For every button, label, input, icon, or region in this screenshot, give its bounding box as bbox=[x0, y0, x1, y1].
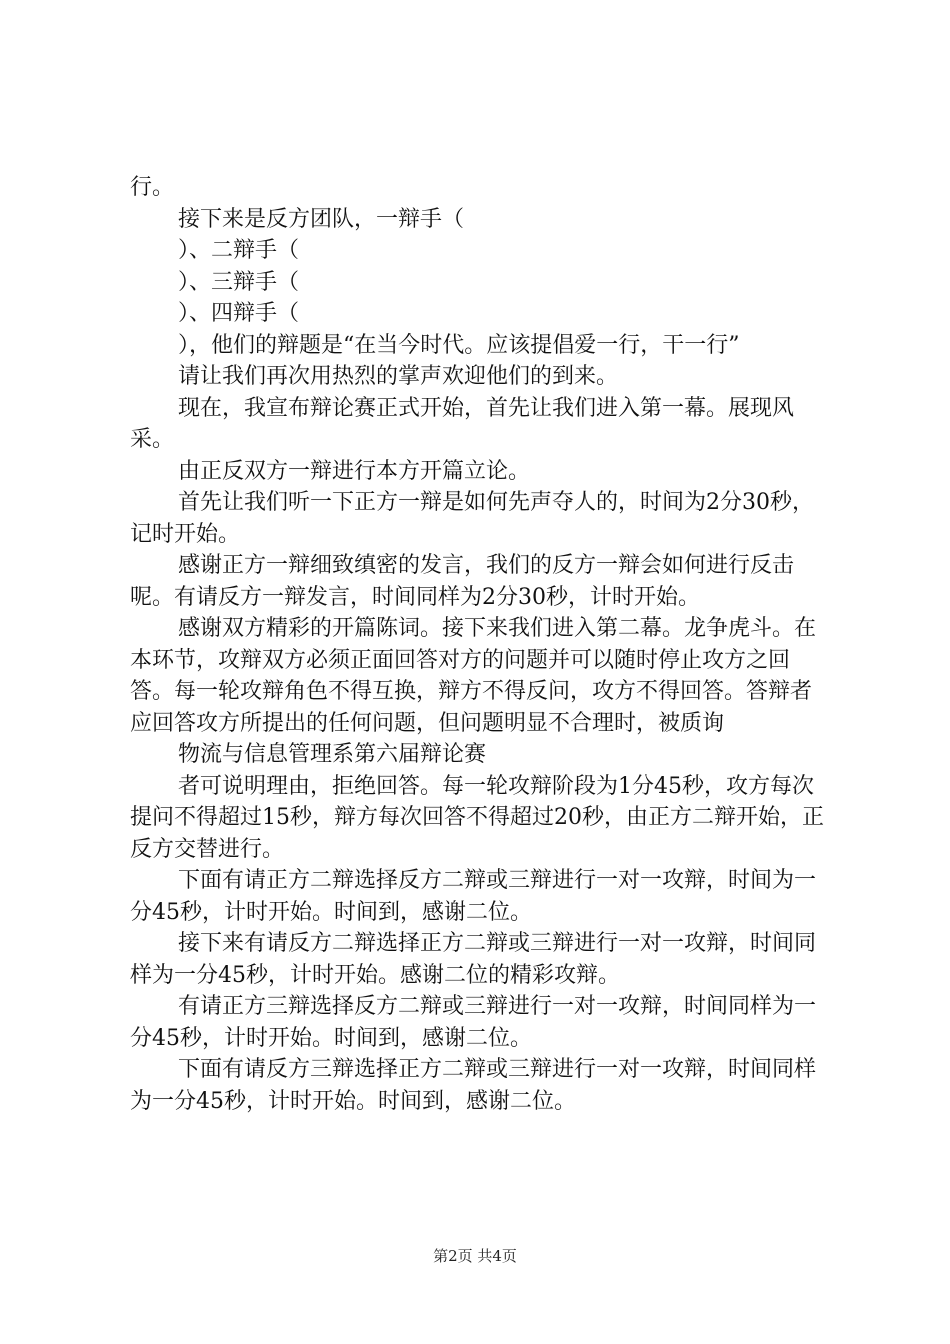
paragraph: 请让我们再次用热烈的掌声欢迎他们的到来。 bbox=[178, 364, 619, 389]
paragraph: 感谢正方一辩细致缜密的发言，我们的反方一辩会如何进行反击呢。有请反方一辩发言，时间同样为2分30秒，计时开始。 bbox=[130, 553, 795, 610]
paragraph: 物流与信息管理系第六届辩论赛 bbox=[178, 742, 487, 767]
paragraph: ）、四辩手（ bbox=[178, 301, 300, 326]
paragraph: 感谢双方精彩的开篇陈词。接下来我们进入第二幕。龙争虎斗。在本环节，攻辩双方必须正面回答对方的问题并可以随时停止攻方之回答。每一轮攻辩角色不得互换，辩方不得反问，攻方不得回答。答辩者应回答攻方所提出的任何问题，但问题明显不合理时，被质询 bbox=[130, 616, 817, 736]
paragraph: 下面有请反方三辩选择正方二辩或三辩进行一对一攻辩，时间同样为一分45秒，计时开始。时间到，感谢二位。 bbox=[130, 1057, 817, 1114]
page-footer: 第2页 共4页 bbox=[433, 1247, 517, 1265]
paragraph: 接下来是反方团队，一辩手（ bbox=[178, 206, 465, 232]
paragraph: 有请正方三辩选择反方二辩或三辩进行一对一攻辩，时间同样为一分45秒，计时开始。时间到，感谢二位。 bbox=[130, 994, 817, 1051]
paragraph: ）、三辩手（ bbox=[178, 269, 300, 295]
paragraph: 由正反双方一辩进行本方开篇立论。 bbox=[178, 458, 531, 484]
paragraph: 接下来有请反方二辩选择正方二辩或三辩进行一对一攻辩，时间同样为一分45秒，计时开始。感谢二位的精彩攻辩。 bbox=[130, 931, 817, 988]
paragraph: 首先让我们听一下正方一辩是如何先声夺人的，时间为2分30秒，记时开始。 bbox=[130, 490, 814, 547]
paragraph: 行。 bbox=[130, 175, 175, 200]
paragraph: 者可说明理由，拒绝回答。每一轮攻辩阶段为1分45秒，攻方每次提问不得超过15秒，辩方每次回答不得超过20秒，由正方二辩开始，正反方交替进行。 bbox=[130, 773, 824, 862]
paragraph: 现在，我宣布辩论赛正式开始，首先让我们进入第一幕。展现风采。 bbox=[130, 395, 795, 452]
paragraph: ），他们的辩题是“在当今时代。应该提倡爱一行，干一行” bbox=[178, 332, 740, 358]
paragraph: ）、二辩手（ bbox=[178, 238, 300, 263]
document-body bbox=[130, 172, 830, 1117]
paragraph: 下面有请正方二辩选择反方二辩或三辩进行一对一攻辩，时间为一分45秒，计时开始。时间到，感谢二位。 bbox=[130, 868, 817, 925]
